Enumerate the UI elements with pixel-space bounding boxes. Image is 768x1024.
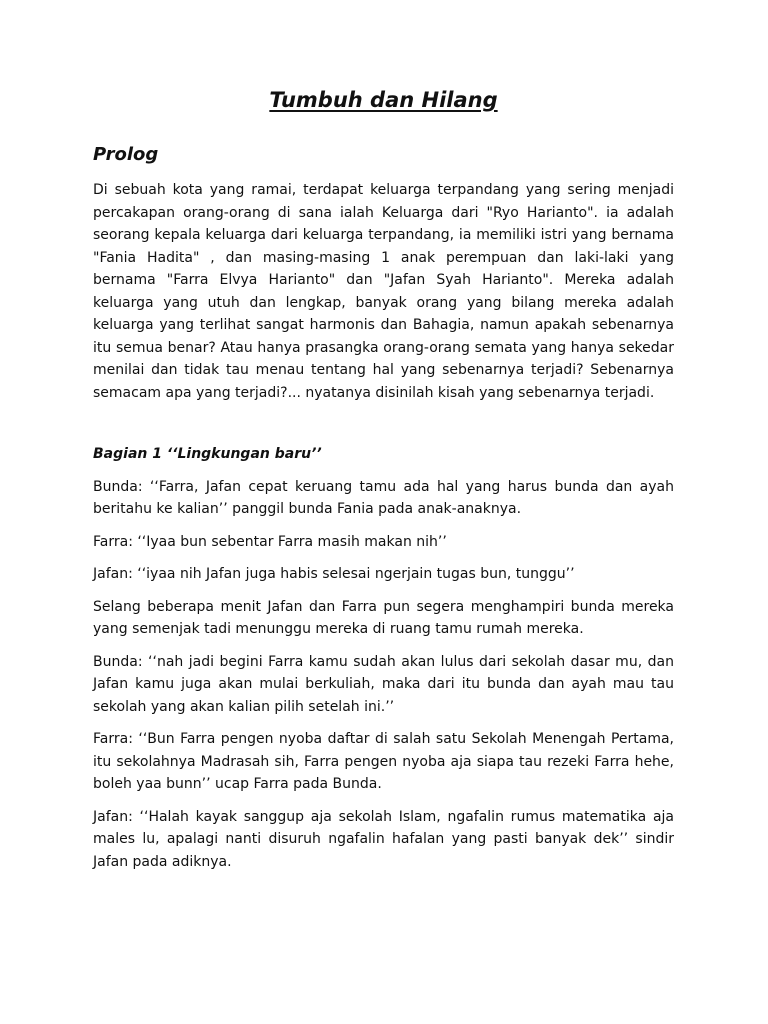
document-title	[93, 86, 674, 114]
document-title-text: Tumbuh dan Hilang	[269, 88, 498, 112]
chapter-paragraph: Farra: ‘‘Iyaa bun sebentar Farra masih makan nih’’	[93, 533, 447, 550]
prolog-heading: Prolog	[93, 144, 159, 165]
prolog-paragraph: Di sebuah kota yang ramai, terdapat keluarga terpandang yang sering menjadi percakapan orang-orang di sana ialah Keluarga dari "Ryo Harianto". ia adalah seorang kepala keluarga dari keluarga terpandang, ia memiliki istri yang bernama "Fania Hadita" , dan masing-masing 1 anak perempuan dan laki-laki yang bernama "Farra Elvya Harianto" dan "Jafan Syah Harianto". Mereka adalah keluarga yang utuh dan lengkap, banyak orang yang bilang mereka adalah keluarga yang terlihat sangat harmonis dan Bahagia, namun apakah sebenarnya itu semua benar? Atau hanya prasangka orang-orang semata yang hanya sekedar menilai dan tidak tau menau tentang hal yang sebenarnya terjadi? Sebenarnya semacam apa yang terjadi?... nyatanya disinilah kisah yang sebenarnya terjadi.	[93, 182, 674, 401]
document-body	[93, 86, 674, 883]
chapter-paragraph: Farra: ‘‘Bun Farra pengen nyoba daftar di salah satu Sekolah Menengah Pertama, itu sekolahnya Madrasah sih, Farra pengen nyoba aja siapa tau rezeki Farra hehe, boleh yaa bunn’’ ucap Farra pada Bunda.	[93, 731, 674, 792]
chapter-paragraph: Bunda: ‘‘nah jadi begini Farra kamu sudah akan lulus dari sekolah dasar mu, dan Jafan kamu juga akan mulai berkuliah, maka dari itu bunda dan ayah mau tau sekolah yang akan kalian pilih setelah ini.’’	[93, 653, 674, 715]
chapter-heading: Bagian 1 ‘‘Lingkungan baru’’	[93, 446, 322, 462]
chapter-paragraph: Jafan: ‘‘iyaa nih Jafan juga habis selesai ngerjain tugas bun, tunggu’’	[93, 566, 575, 582]
chapter-paragraph: Selang beberapa menit Jafan dan Farra pun segera menghampiri bunda mereka yang semenjak tadi menunggu mereka di ruang tamu rumah mereka.	[93, 598, 674, 637]
chapter-paragraph: Jafan: ‘‘Halah kayak sanggup aja sekolah Islam, ngafalin rumus matematika aja males lu, apalagi nanti disuruh ngafalin hafalan yang pasti banyak dek’’ sindir Jafan pada adiknya.	[93, 808, 674, 870]
chapter-paragraph: Bunda: ‘‘Farra, Jafan cepat keruang tamu ada hal yang harus bunda dan ayah beritahu ke kalian’’ panggil bunda Fania pada anak-anaknya.	[93, 478, 674, 517]
